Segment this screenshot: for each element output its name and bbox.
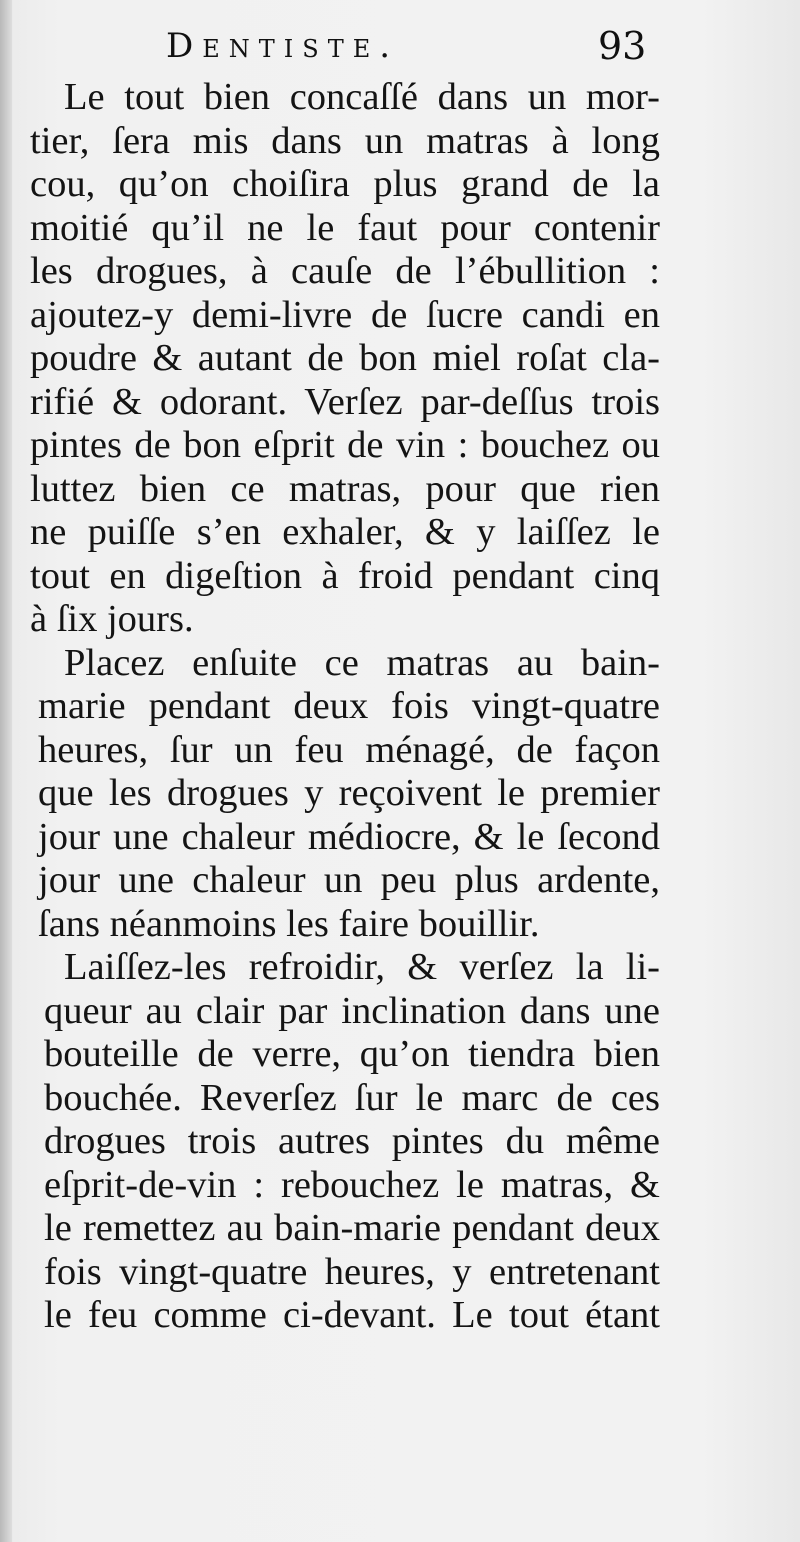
- page-number: 93: [598, 24, 647, 68]
- text-line: tier, ſera mis dans un matras à long: [30, 119, 660, 162]
- page-header: [0, 22, 800, 72]
- text-line: moitié qu’il ne le faut pour contenir: [30, 206, 660, 249]
- text-line: drogues trois autres pintes du même: [44, 1120, 660, 1162]
- text-line: poudre & autant de bon miel roſat cla-: [30, 337, 660, 379]
- text-line: heures, ſur un feu ménagé, de façon: [38, 728, 660, 771]
- text-line: cou, qu’on choiſira plus grand de la: [30, 163, 660, 205]
- body-text: [30, 76, 660, 1338]
- text-line: pintes de bon eſprit de vin : bouchez ou: [30, 424, 660, 466]
- text-line: que les drogues y reçoivent le premier: [38, 772, 660, 814]
- text-line: le feu comme ci-devant. Le tout étant: [44, 1294, 660, 1336]
- text-line: Laiſſez-les refroidir, & verſez la li-: [64, 946, 660, 988]
- text-line: jour une chaleur médiocre, & le ſecond: [38, 815, 660, 858]
- text-line: tout en digeſtion à froid pendant cinq: [30, 554, 660, 597]
- text-line: Le tout bien concaſſé dans un mor-: [64, 76, 660, 118]
- text-line: fois vingt-quatre heures, y entretenant: [44, 1250, 660, 1293]
- text-line: jour une chaleur un peu plus ardente,: [38, 859, 660, 901]
- text-line: à ſix jours.: [30, 598, 194, 640]
- text-line: bouteille de verre, qu’on tiendra bien: [44, 1033, 660, 1075]
- text-line: bouchée. Reverſez ſur le marc de ces: [44, 1076, 660, 1119]
- text-line: ajoutez-y demi-livre de ſucre candi en: [30, 293, 660, 336]
- text-line: le remettez au bain-marie pendant deux: [44, 1207, 660, 1249]
- text-line: queur au clair par inclination dans une: [44, 989, 660, 1032]
- text-line: Placez enſuite ce matras au bain-: [64, 641, 660, 684]
- text-line: rifié & odorant. Verſez par-deſſus trois: [30, 380, 660, 423]
- text-line: ne puiſſe s’en exhaler, & y laiſſez le: [30, 511, 660, 553]
- text-line: les drogues, à cauſe de l’ébullition :: [30, 250, 660, 292]
- text-line: ſans néanmoins les faire bouillir.: [38, 902, 540, 945]
- running-head: Dentiste.: [166, 26, 400, 66]
- text-line: marie pendant deux fois vingt-quatre: [38, 685, 660, 727]
- text-line: eſprit-de-vin : rebouchez le matras, &: [44, 1163, 660, 1206]
- text-line: luttez bien ce matras, pour que rien: [30, 467, 660, 510]
- page-gutter-shadow: [0, 0, 12, 1542]
